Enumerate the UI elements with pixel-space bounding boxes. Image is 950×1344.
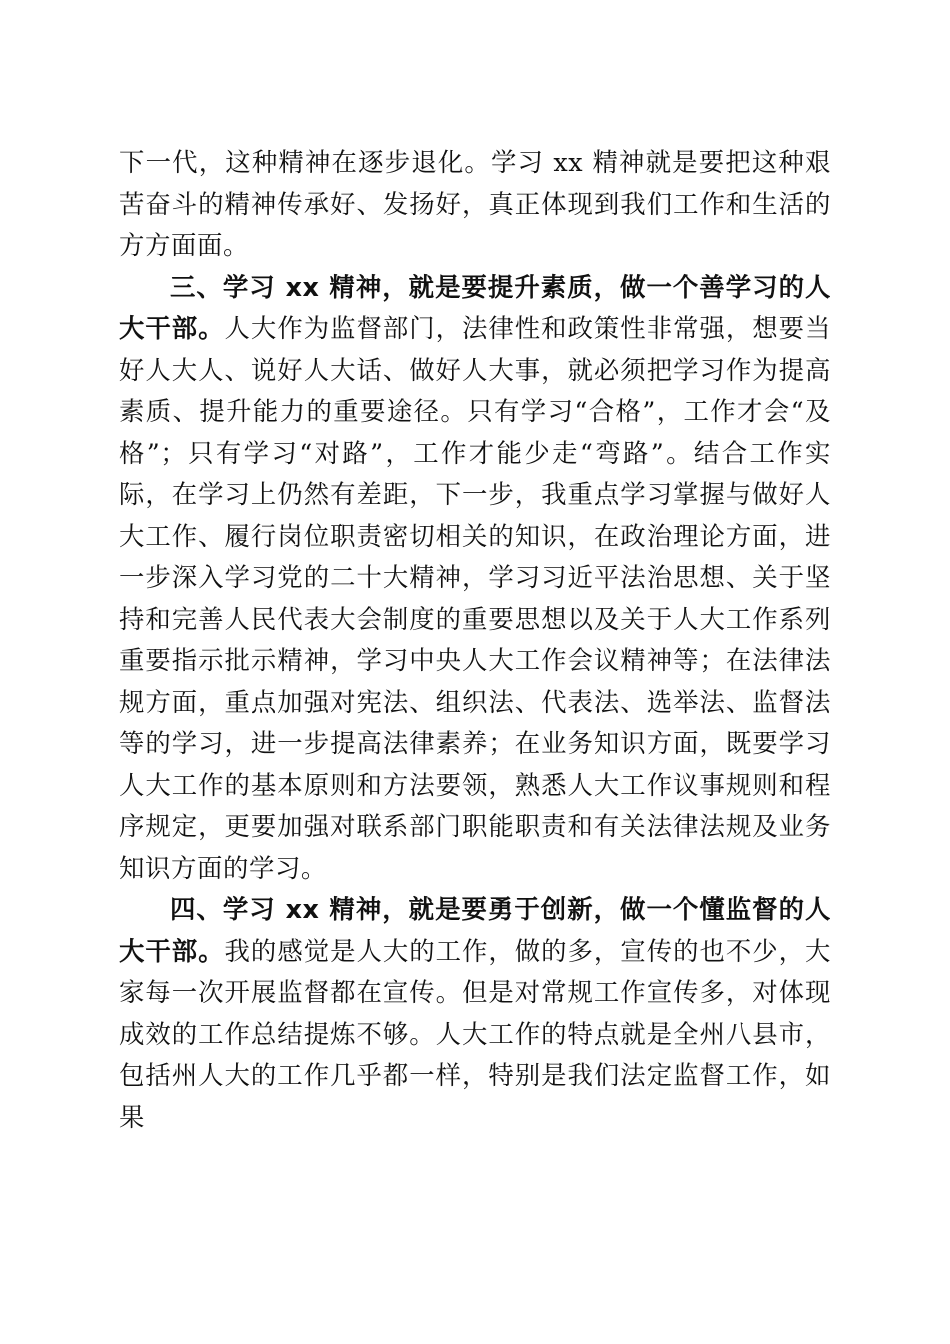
paragraph-body: 下一代，这种精神在逐步退化。学习 xx 精神就是要把这种艰苦奋斗的精神传承好、发扬好，真正体现到我们工作和生活的方方面面。 [119, 147, 831, 260]
paragraph-section-three [119, 267, 831, 890]
paragraph-continuation [119, 142, 831, 267]
section-four-body: 我的感觉是人大的工作，做的多，宣传的也不少，大家每一次开展监督都在宣传。但是对常规工作宣传多，对体现成效的工作总结提炼不够。人大工作的特点就是全州八县市，包括州人大的工作几乎都一样，特别是我们法定监督工作，如果 [119, 935, 831, 1132]
document-body [119, 142, 831, 1138]
section-three-heading: 三、学习 xx 精神，就是要提升素质，做一个善学习的人大干部。 [119, 271, 831, 343]
paragraph-section-four [119, 889, 831, 1138]
section-three-body: 人大作为监督部门，法律性和政策性非常强，想要当好人大人、说好人大话、做好人大事，就必须把学习作为提高素质、提升能力的重要途径。只有学习“合格”，工作才会“及格”；只有学习“对路”，工作才能少走“弯路”。结合工作实际，在学习上仍然有差距，下一步，我重点学习掌握与做好人大工作、履行岗位职责密切相关的知识，在政治理论方面，进一步深入学习党的二十大精神，学习习近平法治思想、关于坚持和完善人民代表大会制度的重要思想以及关于人大工作系列重要指示批示精神，学习中央人大工作会议精神等；在法律法规方面，重点加强对宪法、组织法、代表法、选举法、监督法等的学习，进一步提高法律素养；在业务知识方面，既要学习人大工作的基本原则和方法要领，熟悉人大工作议事规则和程序规定，更要加强对联系部门职能职责和有关法律法规及业务知识方面的学习。 [119, 313, 831, 883]
section-four-heading: 四、学习 xx 精神，就是要勇于创新，做一个懂监督的人大干部。 [119, 894, 831, 966]
